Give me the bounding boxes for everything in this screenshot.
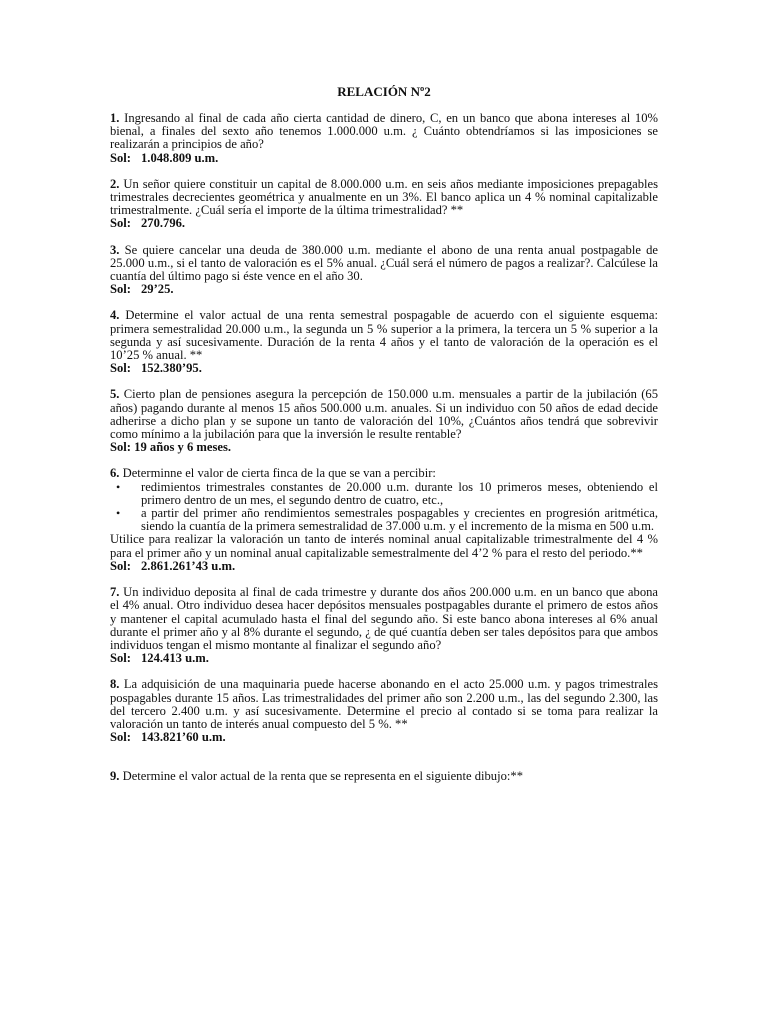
solution: [110, 362, 658, 375]
solution-value: 124.413 u.m.: [141, 651, 209, 666]
bullet-list: [110, 481, 658, 534]
problem-statement: Determinne el valor de cierta finca de la que se van a percibir:: [122, 466, 436, 481]
problem-6: [110, 467, 658, 573]
problem-9: [110, 770, 658, 783]
solution: [110, 217, 658, 230]
problem-statement: Determine el valor actual de una renta semestral pospagable de acuerdo con el siguiente esquema: primera semestralidad 20.000 u.m., la segunda un 5 % superior a la primera, la tercera un 5 % superior a la segunda y así sucesivamente. Duración de la renta 4 años y el tanto de valoración de la operación es el 10’25 % anual. **: [110, 308, 659, 363]
bullet-item: • redimientos trimestrales constantes de 20.000 u.m. durante los 10 primeros meses, obteniendo el primero dentro de un mes, el segundo dentro de cuatro, etc.,: [110, 481, 658, 507]
problem-statement: Ingresando al final de cada año cierta cantidad de dinero, C, en un banco que abona intereses al 10% bienal, a finales del sexto año tenemos 1.000.000 u.m. ¿ Cuánto obtendríamos si las imposiciones se realizarán a principios de año?: [110, 111, 658, 152]
problem-number: 7.: [110, 585, 120, 600]
problem-text: [110, 309, 658, 362]
problem-8: [110, 678, 658, 744]
solution-value: 1.048.809 u.m.: [141, 150, 219, 165]
problem-number: 6.: [110, 466, 120, 481]
solution-value: 143.821’60 u.m.: [141, 730, 226, 745]
problem-extra-text: Utilice para realizar la valoración un tanto de interés nominal anual capitalizable trimestralmente del 4 % para el primer año y un nominal anual capitalizable semestralmente del 4’2 % para el resto del periodo.**: [110, 532, 658, 560]
problem-5: [110, 388, 658, 454]
problem-number: 8.: [110, 677, 120, 692]
problem-text: [110, 178, 658, 218]
problem-number: 5.: [110, 387, 120, 402]
problem-1: [110, 112, 658, 165]
solution-value: 2.861.261’43 u.m.: [141, 558, 236, 573]
solution-value: 19 años y 6 meses.: [134, 440, 232, 455]
problem-4: [110, 309, 658, 375]
solution: [110, 283, 658, 296]
problem-statement: La adquisición de una maquinaria puede hacerse abonando en el acto 25.000 u.m. y pagos trimestrales pospagables durante 15 años. Las trimestralidades del primer año son 2.200 u.m., las del segundo 2.300, las del tercero 2.400 u.m. y así sucesivamente. Determine el precio al contado si se toma para realizar la valoración un tanto de interés anual compuesto del 5 %. **: [110, 677, 658, 731]
solution: [110, 441, 658, 454]
problem-statement: Cierto plan de pensiones asegura la percepción de 150.000 u.m. mensuales a partir de la jubilación (65 años) pagando durante al menos 15 años 500.000 u.m. anuales. Si un individuo con 50 años de edad decide adherirse a dicho plan y se supone un tanto de valoración del 10%, ¿Cuántos años tendrá que sobrevivir como mínimo a la jubilación para que la inversión le resulte rentable?: [110, 387, 658, 442]
problem-statement: Determine el valor actual de la renta que se representa en el siguiente dibujo:**: [122, 769, 523, 784]
problem-number: 9.: [110, 769, 120, 784]
solution-label: Sol:: [110, 216, 131, 231]
solution-value: 270.796.: [141, 216, 186, 231]
problem-text: [110, 678, 658, 731]
solution: [110, 152, 658, 165]
solution: [110, 652, 658, 665]
solution-label: Sol:: [110, 361, 131, 376]
problem-text: [110, 467, 658, 480]
problem-list: [110, 112, 658, 797]
solution-label: Sol:: [110, 150, 131, 165]
problem-number: 1.: [110, 111, 120, 125]
problem-number: 2.: [110, 176, 120, 191]
problem-3: [110, 244, 658, 297]
solution-value: 29’25.: [141, 282, 174, 297]
solution-label: Sol:: [110, 440, 131, 455]
problem-2: [110, 178, 658, 231]
problem-7: [110, 586, 658, 665]
problem-statement: Se quiere cancelar una deuda de 380.000 u.m. mediante el abono de una renta anual postpagable de 25.000 u.m., si el tanto de valoración es el 5% anual. ¿Cuál será el número de pagos a realizar?. Calcúlese la cuantía del último pago si éste vence en el año 30.: [110, 242, 659, 284]
solution-label: Sol:: [110, 730, 131, 745]
problem-text: [110, 388, 658, 441]
solution: [110, 560, 658, 573]
problem-text: [110, 770, 658, 783]
problem-text: [110, 112, 658, 152]
solution: [110, 731, 658, 744]
solution-label: Sol:: [110, 558, 131, 573]
page-title: RELACIÓN Nº2: [337, 84, 431, 99]
problem-text: [110, 244, 658, 284]
problem-text: [110, 586, 658, 652]
solution-label: Sol:: [110, 282, 131, 297]
solution-value: 152.380’95.: [141, 361, 202, 376]
bullet-item: • a partir del primer año rendimientos semestrales pospagables y crecientes en progresión aritmética, siendo la cuantía de la primera semestralidad de 37.000 u.m. y el incremento de la misma en 500 u.m.: [110, 507, 658, 533]
problem-number: 4.: [110, 308, 120, 323]
problem-statement: Un señor quiere constituir un capital de 8.000.000 u.m. en seis años mediante imposiciones prepagables trimestrales decrecientes geométrica y anualmente en un 3%. El banco aplica un 4 % nominal capitalizable trimestralmente. ¿Cuál sería el importe de la última trimestralidad? **: [110, 176, 658, 218]
solution-label: Sol:: [110, 651, 131, 666]
problem-number: 3.: [110, 242, 120, 257]
problem-statement: Un individuo deposita al final de cada trimestre y durante dos años 200.000 u.m. en un banco que abona el 4% anual. Otro individuo desea hacer depósitos mensuales postpagables durante el primero de estos años y mantener el capital acumulado hasta el final del segundo año. Si este banco abona intereses al 6% anual durante el primer año y al 8% durante el segundo, ¿ de qué cuantía deben ser tales depósitos para que ambos individuos tengan el mismo montante al finalizar el segundo año?: [110, 585, 658, 652]
